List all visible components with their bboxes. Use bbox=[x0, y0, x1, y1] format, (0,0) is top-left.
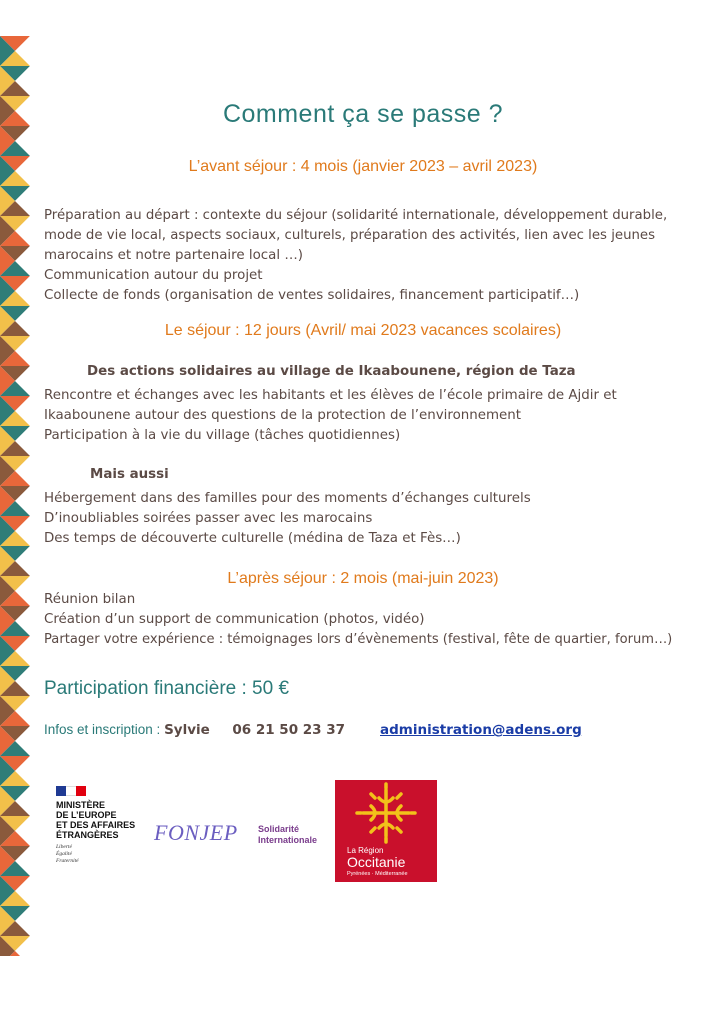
heading-sejour: Le séjour : 12 jours (Avril/ mai 2023 vacances scolaires) bbox=[164, 322, 562, 339]
ministry-line: ÉTRANGÈRES bbox=[56, 830, 119, 840]
contact-line bbox=[44, 722, 682, 738]
ministry-line: DE L’EUROPE bbox=[56, 810, 117, 820]
occitan-cross-icon bbox=[335, 780, 437, 846]
motto-line: Liberté bbox=[56, 844, 72, 850]
ministry-line: ET DES AFFAIRES bbox=[56, 820, 136, 830]
page-title: Comment ça se passe ? bbox=[222, 100, 504, 128]
region-name: Occitanie bbox=[347, 854, 406, 870]
motto-line: Fraternité bbox=[56, 858, 79, 864]
fonjep-sub-line: Internationale bbox=[258, 835, 318, 845]
text-line: Communication autour du projet bbox=[44, 268, 263, 283]
text-line: marocains et notre partenaire local …) bbox=[44, 248, 303, 263]
text-line: Collecte de fonds (organisation de ventes solidaires, financement participatif…) bbox=[44, 288, 580, 303]
ministry-motto bbox=[56, 844, 152, 865]
ministry-logo bbox=[56, 786, 152, 865]
decorative-border bbox=[0, 36, 30, 956]
contact-email-link[interactable]: administration@adens.org bbox=[380, 722, 582, 738]
subheading-mais-aussi: Mais aussi bbox=[90, 467, 169, 482]
ministry-line: MINISTÈRE bbox=[56, 800, 106, 810]
text-line: D’inoubliables soirées passer avec les marocains bbox=[44, 511, 373, 526]
text-line: Rencontre et échanges avec les habitants et les élèves de l’école primaire de Ajdir et bbox=[44, 388, 617, 403]
fonjep-sub-line: Solidarité bbox=[258, 824, 300, 834]
text-line: Création d’un support de communication (photos, vidéo) bbox=[44, 612, 425, 627]
price: Participation financière : 50 € bbox=[44, 678, 290, 699]
text-line: Des temps de découverte culturelle (médina de Taza et Fès…) bbox=[44, 531, 461, 546]
sejour-description bbox=[44, 386, 682, 446]
ministry-name bbox=[56, 800, 152, 840]
partner-logos bbox=[56, 780, 456, 882]
text-line: Partager votre expérience : témoignages lors d’évènements (festival, fête de quartier, forum…) bbox=[44, 632, 673, 647]
occitanie-logo bbox=[335, 780, 437, 882]
avant-description bbox=[44, 206, 682, 306]
subheading-actions: Des actions solidaires au village de Ikaabounene, région de Taza bbox=[87, 364, 576, 379]
text-line: Participation à la vie du village (tâches quotidiennes) bbox=[44, 428, 401, 443]
text-line: Ikaabounene autour des questions de la protection de l’environnement bbox=[44, 408, 522, 423]
text-line: Hébergement dans des familles pour des moments d’échanges culturels bbox=[44, 491, 531, 506]
region-subtitle: Pyrénées · Méditerranée bbox=[347, 871, 408, 877]
text-line: mode de vie local, aspects sociaux, culturels, préparation des activités, lien avec les jeunes bbox=[44, 228, 656, 243]
region-label: La Région bbox=[347, 846, 384, 855]
heading-avant-sejour: L’avant séjour : 4 mois (janvier 2023 – avril 2023) bbox=[188, 158, 538, 175]
fonjep-wordmark: FONJEP bbox=[154, 820, 238, 845]
text-line: Préparation au départ : contexte du séjour (solidarité internationale, développement durable, bbox=[44, 208, 668, 223]
contact-name: Sylvie bbox=[164, 722, 210, 738]
apres-description bbox=[44, 590, 682, 650]
motto-line: Égalité bbox=[56, 851, 72, 857]
heading-apres-sejour: L’après séjour : 2 mois (mai-juin 2023) bbox=[227, 570, 499, 587]
contact-label: Infos et inscription : bbox=[44, 722, 161, 737]
sejour-extra bbox=[44, 489, 682, 549]
french-flag-icon bbox=[56, 786, 86, 796]
text-line: Réunion bilan bbox=[44, 592, 136, 607]
contact-phone: 06 21 50 23 37 bbox=[232, 722, 346, 738]
